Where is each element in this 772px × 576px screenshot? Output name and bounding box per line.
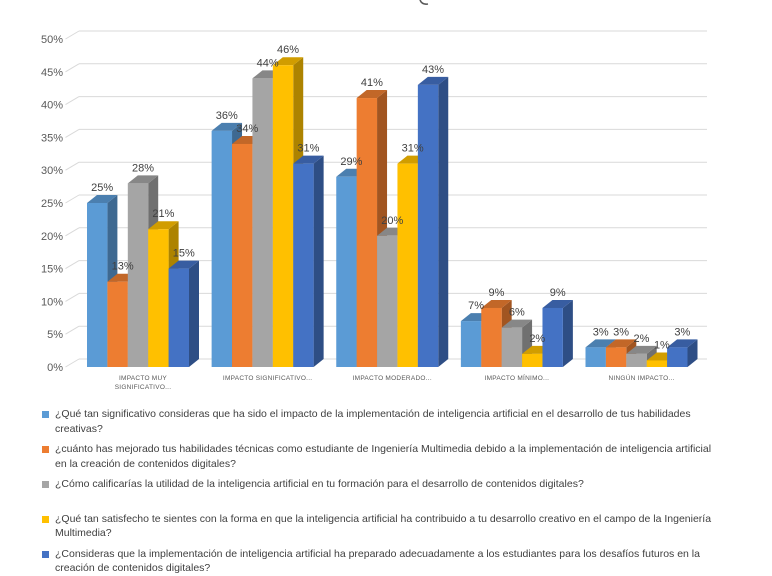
bar-data-label: 7% — [468, 300, 485, 313]
legend-item — [42, 442, 720, 471]
legend-series-label: ¿Qué tan significativo consideras que ha sido el impacto de la implementación de inteligencia artificial en el desarrollo de tus habilidades creativas? — [55, 408, 691, 435]
bar — [169, 269, 189, 367]
bar-data-label: 20% — [381, 214, 404, 227]
legend-item — [42, 477, 720, 492]
bar — [606, 347, 626, 367]
legend-series-label: ¿Cómo calificarías la utilidad de la inteligencia artificial en tu formación para el desarrollo de contenidos digitales? — [55, 478, 584, 490]
bar — [293, 164, 313, 367]
x-category-label: IMPACTO MODERADO... — [352, 375, 432, 382]
bar-data-label: 15% — [172, 247, 195, 260]
gridline-depth-connector — [66, 293, 80, 301]
bar-data-label: 13% — [111, 260, 134, 273]
bar-data-label: 36% — [215, 109, 238, 122]
legend-series-label: ¿cuánto has mejorado tus habilidades técnicas como estudiante de Ingeniería Multimedia debido a la implementación de inteligencia artificial en la creación de contenidos digitales? — [55, 443, 712, 470]
cropped-title-fragment — [420, 0, 428, 4]
bar — [357, 98, 377, 367]
bar — [647, 360, 667, 367]
bar — [461, 321, 481, 367]
y-axis-tick-label: 15% — [40, 263, 63, 276]
y-axis-tick-label: 35% — [40, 132, 63, 145]
y-axis-tick-label: 50% — [40, 34, 63, 46]
bar — [128, 183, 148, 367]
bar — [336, 177, 356, 367]
gridline-depth-connector — [66, 64, 80, 72]
bar-data-label: 31% — [297, 142, 320, 155]
bar-data-label: 1% — [653, 339, 670, 352]
bar-data-label: 3% — [613, 326, 630, 339]
bar-data-label: 43% — [422, 63, 445, 76]
bar-data-label: 46% — [277, 44, 300, 57]
bar — [522, 354, 542, 367]
bar-data-label: 28% — [131, 162, 155, 175]
bar-data-label: 29% — [340, 155, 363, 168]
gridline-depth-connector — [66, 326, 80, 334]
bar-data-label: 9% — [549, 286, 566, 299]
bar — [273, 65, 293, 367]
bar-side-face — [563, 300, 573, 367]
bar-data-label: 9% — [488, 286, 505, 299]
bar-data-label: 21% — [152, 208, 175, 221]
y-axis-tick-label: 10% — [40, 296, 63, 309]
bar-data-label: 2% — [529, 332, 546, 345]
bar-data-label: 44% — [256, 57, 279, 70]
legend-series-label: ¿Consideras que la implementación de inteligencia artificial ha preparado adecuadamente a los estudiantes para los desafíos futuros en la creación de contenidos digitales? — [55, 547, 700, 574]
y-axis-tick-label: 45% — [40, 66, 63, 79]
chart-legend — [42, 407, 720, 576]
bar-side-face — [314, 156, 324, 367]
legend-swatch-icon — [42, 516, 49, 523]
legend-item — [42, 547, 720, 576]
x-category-label: IMPACTO SIGNIFICATIVO... — [222, 375, 313, 382]
gridline-depth-connector — [66, 129, 80, 137]
bar-data-label: 34% — [236, 122, 259, 135]
bar — [397, 164, 417, 367]
bar — [107, 282, 127, 367]
y-axis-tick-label: 20% — [40, 230, 63, 243]
bar-data-label: 25% — [91, 182, 114, 194]
legend-series-label: ¿Qué tan satisfecho te sientes con la forma en que la inteligencia artificial ha contribuido a tu desarrollo creativo en el campo de la Ingeniería Multimedia? — [55, 512, 712, 539]
bar-data-label: 3% — [674, 326, 691, 339]
x-category-label: IMPACTO MUY — [118, 375, 168, 382]
y-axis-tick-label: 40% — [40, 99, 63, 112]
bar — [667, 347, 687, 367]
gridline-depth-connector — [66, 195, 80, 203]
bar — [87, 203, 107, 367]
y-axis-tick-label: 30% — [40, 165, 63, 178]
bar — [418, 85, 438, 367]
legend-item — [42, 512, 720, 541]
bar-data-label: 3% — [592, 326, 609, 339]
legend-item — [42, 407, 720, 436]
gridline-depth-connector — [66, 261, 80, 269]
x-category-label: NINGÚN IMPACTO... — [608, 375, 675, 382]
bar — [502, 328, 522, 367]
legend-swatch-icon — [42, 446, 49, 453]
gridline-depth-connector — [66, 162, 80, 170]
bar — [542, 308, 562, 367]
gridline-depth-connector — [66, 359, 80, 367]
y-axis-tick-label: 25% — [40, 198, 63, 210]
gridline-depth-connector — [66, 97, 80, 105]
bar-data-label: 31% — [401, 142, 424, 155]
bar-data-label: 41% — [360, 77, 383, 90]
legend-swatch-icon — [42, 481, 49, 488]
legend-swatch-icon — [42, 411, 49, 418]
bar — [212, 131, 232, 367]
bar — [252, 78, 272, 367]
bar-side-face — [189, 261, 199, 367]
y-axis-tick-label: 5% — [47, 329, 63, 342]
gridline-depth-connector — [66, 228, 80, 236]
bar-data-label: 2% — [633, 332, 650, 345]
x-category-label: SIGNIFICATIVO... — [114, 384, 172, 391]
gridline-depth-connector — [66, 31, 80, 39]
bar-side-face — [438, 77, 448, 367]
bar-data-label: 6% — [508, 306, 525, 319]
bar — [481, 308, 501, 367]
bar — [232, 144, 252, 367]
bar — [626, 354, 646, 367]
bar — [148, 229, 168, 367]
x-category-label: IMPACTO MÍNIMO... — [484, 375, 550, 382]
bar — [377, 236, 397, 367]
legend-swatch-icon — [42, 551, 49, 558]
y-axis-tick-label: 0% — [47, 362, 63, 374]
bar — [586, 347, 606, 367]
